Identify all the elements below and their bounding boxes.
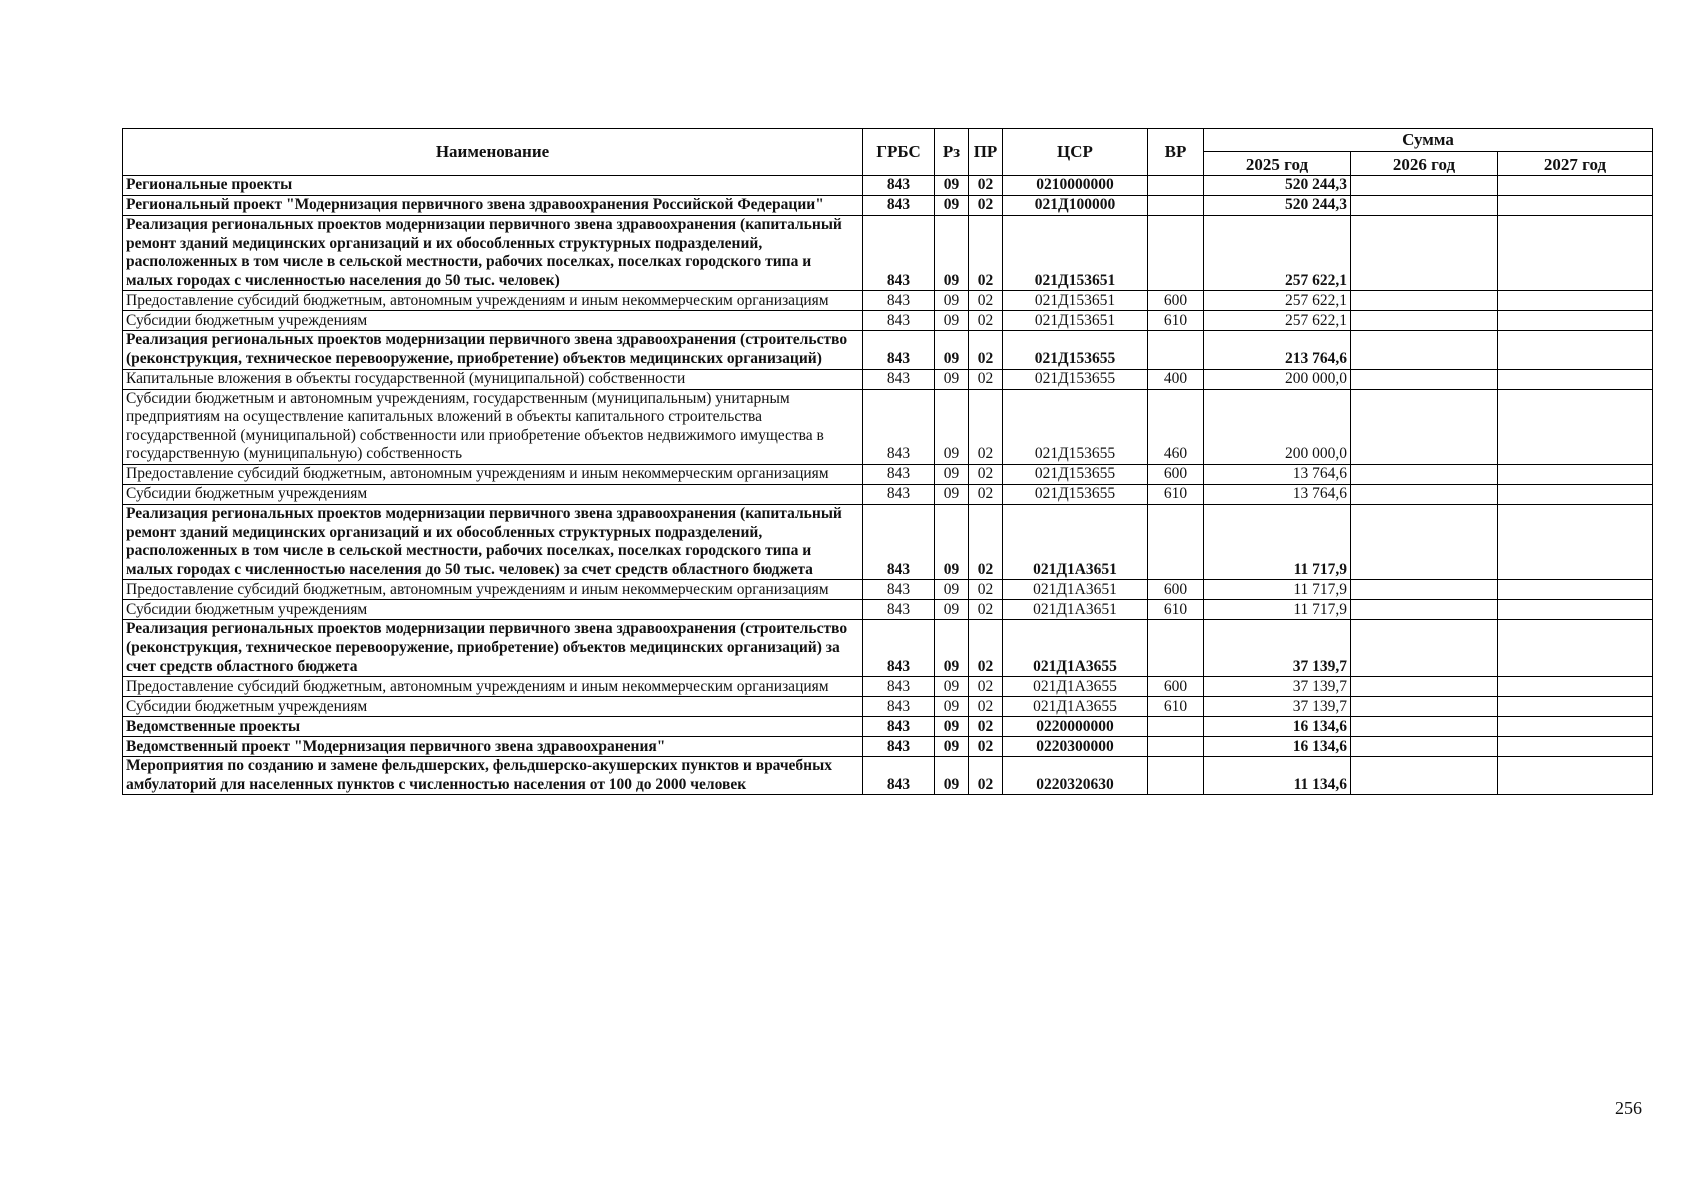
row-2027-cell — [1498, 196, 1653, 216]
table-row — [123, 311, 1653, 331]
row-vr-cell — [1148, 216, 1204, 291]
col-csr-header: ЦСР — [1003, 129, 1148, 176]
budget-table — [122, 128, 1653, 795]
table-row — [123, 176, 1653, 196]
row-name-cell: Капитальные вложения в объекты государственной (муниципальной) собственности — [123, 369, 863, 389]
row-2027-cell — [1498, 369, 1653, 389]
row-csr-cell: 021Д1А3655 — [1003, 697, 1148, 717]
row-2026-cell — [1351, 216, 1498, 291]
table-row — [123, 717, 1653, 737]
row-pr-cell: 02 — [969, 311, 1003, 331]
row-csr-cell: 021Д1А3651 — [1003, 504, 1148, 579]
row-pr-cell: 02 — [969, 580, 1003, 600]
table-body — [123, 176, 1653, 795]
row-grbs-cell: 843 — [863, 464, 935, 484]
row-name-cell: Ведомственный проект "Модернизация первичного звена здравоохранения" — [123, 737, 863, 757]
table-row — [123, 196, 1653, 216]
col-rz-header: Рз — [935, 129, 969, 176]
row-rz-cell: 09 — [935, 311, 969, 331]
row-rz-cell: 09 — [935, 737, 969, 757]
page-number: 256 — [1615, 1098, 1642, 1118]
row-pr-cell: 02 — [969, 504, 1003, 579]
row-grbs-cell: 843 — [863, 717, 935, 737]
row-grbs-cell: 843 — [863, 677, 935, 697]
row-vr-cell — [1148, 196, 1204, 216]
row-2026-cell — [1351, 369, 1498, 389]
row-vr-cell: 610 — [1148, 697, 1204, 717]
row-2025-cell: 11 717,9 — [1204, 580, 1351, 600]
row-grbs-cell: 843 — [863, 580, 935, 600]
row-grbs-cell: 843 — [863, 311, 935, 331]
row-2026-cell — [1351, 737, 1498, 757]
row-2025-cell: 16 134,6 — [1204, 717, 1351, 737]
row-grbs-cell: 843 — [863, 504, 935, 579]
row-2025-cell: 37 139,7 — [1204, 697, 1351, 717]
table-row — [123, 369, 1653, 389]
row-pr-cell: 02 — [969, 216, 1003, 291]
table-row — [123, 389, 1653, 464]
row-2027-cell — [1498, 216, 1653, 291]
col-sum-header: Сумма — [1204, 129, 1653, 152]
row-pr-cell: 02 — [969, 677, 1003, 697]
row-2026-cell — [1351, 697, 1498, 717]
row-rz-cell: 09 — [935, 600, 969, 620]
row-2026-cell — [1351, 464, 1498, 484]
row-2027-cell — [1498, 737, 1653, 757]
row-csr-cell: 021Д153655 — [1003, 484, 1148, 504]
row-grbs-cell: 843 — [863, 389, 935, 464]
row-2026-cell — [1351, 677, 1498, 697]
row-rz-cell: 09 — [935, 620, 969, 677]
row-rz-cell: 09 — [935, 216, 969, 291]
row-2027-cell — [1498, 697, 1653, 717]
table-row — [123, 331, 1653, 369]
row-csr-cell: 021Д153655 — [1003, 464, 1148, 484]
row-rz-cell: 09 — [935, 717, 969, 737]
row-rz-cell: 09 — [935, 504, 969, 579]
row-2025-cell: 257 622,1 — [1204, 291, 1351, 311]
row-vr-cell — [1148, 504, 1204, 579]
row-2027-cell — [1498, 600, 1653, 620]
row-2027-cell — [1498, 176, 1653, 196]
row-2026-cell — [1351, 620, 1498, 677]
row-2026-cell — [1351, 196, 1498, 216]
table-row — [123, 216, 1653, 291]
row-name-cell: Предоставление субсидий бюджетным, автономным учреждениям и иным некоммерческим организациям — [123, 677, 863, 697]
row-2026-cell — [1351, 331, 1498, 369]
table-row — [123, 484, 1653, 504]
row-csr-cell: 0220320630 — [1003, 757, 1148, 795]
row-2025-cell: 520 244,3 — [1204, 196, 1351, 216]
row-2025-cell: 257 622,1 — [1204, 311, 1351, 331]
row-csr-cell: 021Д153655 — [1003, 331, 1148, 369]
row-grbs-cell: 843 — [863, 369, 935, 389]
row-2027-cell — [1498, 717, 1653, 737]
row-grbs-cell: 843 — [863, 600, 935, 620]
row-csr-cell: 021Д153655 — [1003, 369, 1148, 389]
row-csr-cell: 021Д100000 — [1003, 196, 1148, 216]
row-grbs-cell: 843 — [863, 697, 935, 717]
row-grbs-cell: 843 — [863, 331, 935, 369]
table-row — [123, 580, 1653, 600]
row-2025-cell: 37 139,7 — [1204, 620, 1351, 677]
row-grbs-cell: 843 — [863, 291, 935, 311]
row-pr-cell: 02 — [969, 331, 1003, 369]
row-pr-cell: 02 — [969, 389, 1003, 464]
row-name-cell: Региональные проекты — [123, 176, 863, 196]
row-rz-cell: 09 — [935, 697, 969, 717]
row-pr-cell: 02 — [969, 291, 1003, 311]
row-2025-cell: 257 622,1 — [1204, 216, 1351, 291]
row-grbs-cell: 843 — [863, 484, 935, 504]
row-pr-cell: 02 — [969, 369, 1003, 389]
table-row — [123, 697, 1653, 717]
row-grbs-cell: 843 — [863, 620, 935, 677]
row-2027-cell — [1498, 311, 1653, 331]
row-name-cell: Предоставление субсидий бюджетным, автономным учреждениям и иным некоммерческим организациям — [123, 291, 863, 311]
row-rz-cell: 09 — [935, 677, 969, 697]
row-vr-cell: 610 — [1148, 484, 1204, 504]
row-2025-cell: 200 000,0 — [1204, 369, 1351, 389]
row-rz-cell: 09 — [935, 484, 969, 504]
table-header — [123, 129, 1653, 176]
row-rz-cell: 09 — [935, 176, 969, 196]
row-2025-cell: 13 764,6 — [1204, 484, 1351, 504]
row-csr-cell: 0220000000 — [1003, 717, 1148, 737]
row-2026-cell — [1351, 389, 1498, 464]
row-rz-cell: 09 — [935, 580, 969, 600]
row-vr-cell: 600 — [1148, 464, 1204, 484]
row-grbs-cell: 843 — [863, 176, 935, 196]
row-2025-cell: 11 134,6 — [1204, 757, 1351, 795]
row-2026-cell — [1351, 600, 1498, 620]
row-pr-cell: 02 — [969, 600, 1003, 620]
col-2027-header: 2027 год — [1498, 152, 1653, 176]
row-vr-cell: 600 — [1148, 677, 1204, 697]
row-2027-cell — [1498, 504, 1653, 579]
row-rz-cell: 09 — [935, 389, 969, 464]
row-2026-cell — [1351, 176, 1498, 196]
table-row — [123, 600, 1653, 620]
row-csr-cell: 021Д153651 — [1003, 291, 1148, 311]
row-name-cell: Субсидии бюджетным учреждениям — [123, 697, 863, 717]
row-csr-cell: 021Д153651 — [1003, 216, 1148, 291]
row-2026-cell — [1351, 757, 1498, 795]
row-rz-cell: 09 — [935, 291, 969, 311]
row-2025-cell: 37 139,7 — [1204, 677, 1351, 697]
row-vr-cell — [1148, 620, 1204, 677]
row-2027-cell — [1498, 620, 1653, 677]
row-2025-cell: 213 764,6 — [1204, 331, 1351, 369]
table-row — [123, 291, 1653, 311]
row-name-cell: Субсидии бюджетным учреждениям — [123, 600, 863, 620]
row-vr-cell: 460 — [1148, 389, 1204, 464]
row-vr-cell — [1148, 717, 1204, 737]
col-pr-header: ПР — [969, 129, 1003, 176]
row-csr-cell: 021Д153655 — [1003, 389, 1148, 464]
row-vr-cell — [1148, 737, 1204, 757]
row-name-cell: Мероприятия по созданию и замене фельдшерских, фельдшерско-акушерских пунктов и врачебных амбулаторий для населенных пунктов с численностью населения от 100 до 2000 человек — [123, 757, 863, 795]
col-2025-header: 2025 год — [1204, 152, 1351, 176]
row-rz-cell: 09 — [935, 196, 969, 216]
row-2026-cell — [1351, 504, 1498, 579]
row-2026-cell — [1351, 311, 1498, 331]
row-name-cell: Реализация региональных проектов модернизации первичного звена здравоохранения (капитальный ремонт зданий медицинских организаций и их обособленных структурных подразделений, расположенных в том числе в сельской местности, рабочих поселках, поселках городского типа и малых городах с численностью населения до 50 тыс. человек) — [123, 216, 863, 291]
row-2026-cell — [1351, 580, 1498, 600]
row-pr-cell: 02 — [969, 620, 1003, 677]
row-rz-cell: 09 — [935, 369, 969, 389]
row-rz-cell: 09 — [935, 464, 969, 484]
row-vr-cell: 600 — [1148, 580, 1204, 600]
row-2027-cell — [1498, 291, 1653, 311]
col-2026-header: 2026 год — [1351, 152, 1498, 176]
row-name-cell: Предоставление субсидий бюджетным, автономным учреждениям и иным некоммерческим организациям — [123, 580, 863, 600]
table-row — [123, 504, 1653, 579]
row-2027-cell — [1498, 757, 1653, 795]
row-2025-cell: 200 000,0 — [1204, 389, 1351, 464]
row-vr-cell: 610 — [1148, 600, 1204, 620]
table-row — [123, 464, 1653, 484]
table-row — [123, 620, 1653, 677]
row-2026-cell — [1351, 717, 1498, 737]
row-2027-cell — [1498, 331, 1653, 369]
row-2025-cell: 13 764,6 — [1204, 464, 1351, 484]
row-2027-cell — [1498, 580, 1653, 600]
row-pr-cell: 02 — [969, 717, 1003, 737]
row-csr-cell: 021Д1А3655 — [1003, 620, 1148, 677]
row-csr-cell: 0210000000 — [1003, 176, 1148, 196]
row-rz-cell: 09 — [935, 331, 969, 369]
col-grbs-header: ГРБС — [863, 129, 935, 176]
row-2027-cell — [1498, 464, 1653, 484]
table-row — [123, 757, 1653, 795]
row-name-cell: Региональный проект "Модернизация первичного звена здравоохранения Российской Федерации" — [123, 196, 863, 216]
row-grbs-cell: 843 — [863, 757, 935, 795]
row-pr-cell: 02 — [969, 484, 1003, 504]
row-name-cell: Реализация региональных проектов модернизации первичного звена здравоохранения (строительство (реконструкция, техническое перевооружение, приобретение) объектов медицинских организаций) за счет средств областного бюджета — [123, 620, 863, 677]
row-rz-cell: 09 — [935, 757, 969, 795]
row-name-cell: Субсидии бюджетным учреждениям — [123, 311, 863, 331]
row-vr-cell: 600 — [1148, 291, 1204, 311]
row-2025-cell: 520 244,3 — [1204, 176, 1351, 196]
table-row — [123, 737, 1653, 757]
table-row — [123, 677, 1653, 697]
row-name-cell: Реализация региональных проектов модернизации первичного звена здравоохранения (капитальный ремонт зданий медицинских организаций и их обособленных структурных подразделений, расположенных в том числе в сельской местности, рабочих поселках, поселках городского типа и малых городах с численностью населения до 50 тыс. человек) за счет средств областного бюджета — [123, 504, 863, 579]
col-name-header: Наименование — [123, 129, 863, 176]
row-name-cell: Реализация региональных проектов модернизации первичного звена здравоохранения (строительство (реконструкция, техническое перевооружение, приобретение) объектов медицинских организаций) — [123, 331, 863, 369]
row-vr-cell — [1148, 757, 1204, 795]
row-2026-cell — [1351, 484, 1498, 504]
row-name-cell: Субсидии бюджетным и автономным учреждениям, государственным (муниципальным) унитарным предприятиям на осуществление капитальных вложений в объекты капитального строительства государственной (муниципальной) собственности или приобретение объектов недвижимого имущества в государственную (муниципальную) собственность — [123, 389, 863, 464]
row-grbs-cell: 843 — [863, 216, 935, 291]
row-pr-cell: 02 — [969, 464, 1003, 484]
row-csr-cell: 021Д1А3651 — [1003, 580, 1148, 600]
row-csr-cell: 0220300000 — [1003, 737, 1148, 757]
row-name-cell: Предоставление субсидий бюджетным, автономным учреждениям и иным некоммерческим организациям — [123, 464, 863, 484]
row-vr-cell — [1148, 176, 1204, 196]
row-2025-cell: 11 717,9 — [1204, 504, 1351, 579]
row-2027-cell — [1498, 484, 1653, 504]
row-pr-cell: 02 — [969, 697, 1003, 717]
row-vr-cell: 400 — [1148, 369, 1204, 389]
row-csr-cell: 021Д1А3655 — [1003, 677, 1148, 697]
row-vr-cell: 610 — [1148, 311, 1204, 331]
row-vr-cell — [1148, 331, 1204, 369]
row-csr-cell: 021Д1А3651 — [1003, 600, 1148, 620]
row-2026-cell — [1351, 291, 1498, 311]
row-pr-cell: 02 — [969, 196, 1003, 216]
row-2025-cell: 11 717,9 — [1204, 600, 1351, 620]
row-pr-cell: 02 — [969, 757, 1003, 795]
row-csr-cell: 021Д153651 — [1003, 311, 1148, 331]
row-2027-cell — [1498, 389, 1653, 464]
row-pr-cell: 02 — [969, 737, 1003, 757]
row-pr-cell: 02 — [969, 176, 1003, 196]
row-grbs-cell: 843 — [863, 737, 935, 757]
row-name-cell: Субсидии бюджетным учреждениям — [123, 484, 863, 504]
row-2027-cell — [1498, 677, 1653, 697]
row-name-cell: Ведомственные проекты — [123, 717, 863, 737]
row-2025-cell: 16 134,6 — [1204, 737, 1351, 757]
row-grbs-cell: 843 — [863, 196, 935, 216]
col-vr-header: ВР — [1148, 129, 1204, 176]
